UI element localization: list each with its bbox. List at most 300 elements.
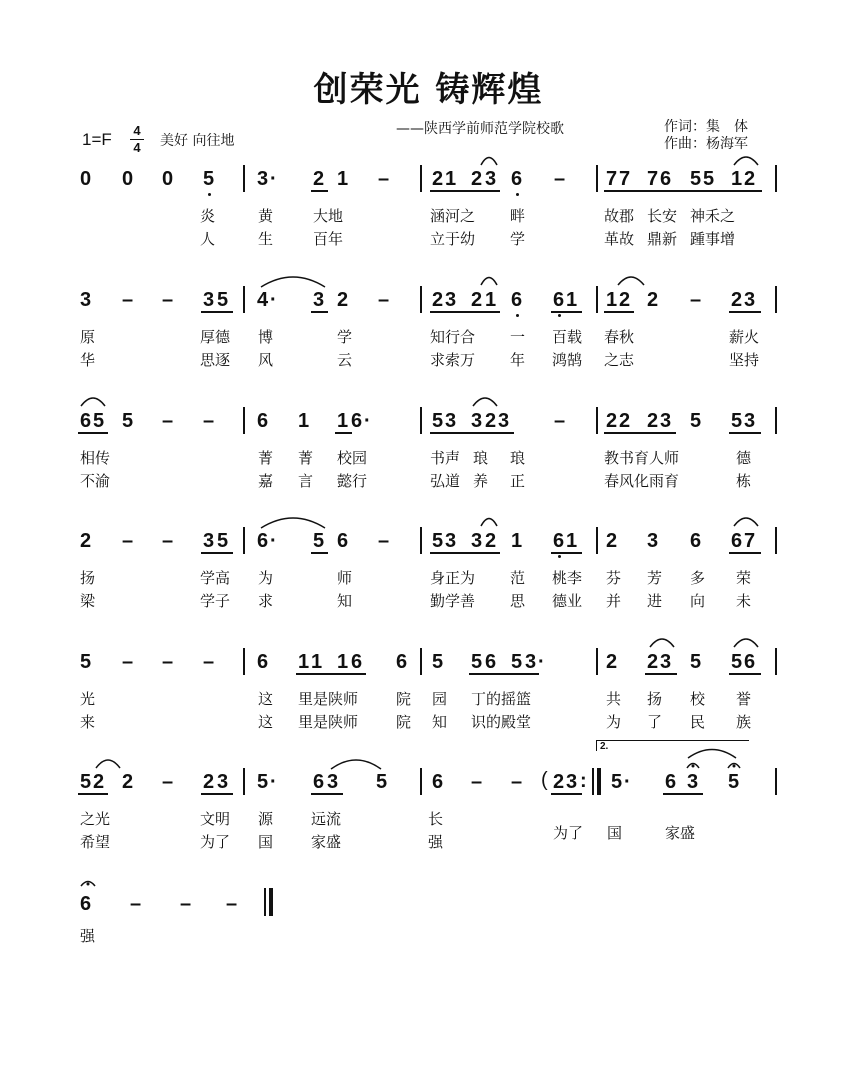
barline [775,768,777,795]
lyric: 畔 [510,207,526,225]
note: 5 [80,771,92,793]
note: 6 [257,530,269,552]
lyric: 知 [432,713,448,731]
note: 6 [80,410,92,432]
slur [480,152,498,166]
note: 3 [203,289,215,311]
lyric: 未 [736,592,752,610]
note: 2 [647,289,659,311]
note-dash: – [378,530,390,552]
lyric: 坚持 [729,351,760,369]
note: 6 [313,771,325,793]
slur [472,393,498,407]
note-dash: – [554,168,566,190]
barline [596,286,598,313]
note: 6 [485,651,497,673]
note: 5 [376,771,388,793]
slur [649,634,675,648]
note: 6 [553,530,565,552]
lyric: 厚德 [200,328,231,346]
lyric: 求 [258,592,274,610]
lyric: 华 [80,351,96,369]
lyric: 这 [258,713,274,731]
note: 6 [660,168,672,190]
note: 3 [687,771,699,793]
lyric: 国 [258,833,274,851]
note: 1 [445,168,457,190]
lyric: 并 [606,592,622,610]
time-signature-bottom: 4 [133,140,141,155]
lyric: 书声 [430,449,461,467]
underline [729,311,761,313]
underline [296,673,366,675]
barline [243,407,245,434]
octave-dot-low [516,193,519,196]
lyric: 人 [200,230,216,248]
slur [617,272,645,286]
note: 6 [351,410,363,432]
lyric: 菁 [298,449,314,467]
fermata-icon [727,759,741,769]
note: 3 [257,168,269,190]
note-dash: – [162,651,174,673]
note: 1 [566,530,578,552]
underline [311,190,328,192]
note-dash: – [378,289,390,311]
note: 7 [606,168,618,190]
lyric: 年 [510,351,526,369]
note: 3 [647,530,659,552]
lyric: 菁 [258,449,274,467]
note-dot: · [270,530,277,552]
lyric: 扬 [80,569,96,587]
note: 2 [432,168,444,190]
note: 6 [432,771,444,793]
note: 3 [744,289,756,311]
lyric: 希望 [80,833,111,851]
note: 5 [432,410,444,432]
slur [80,393,106,407]
note: 1 [337,651,349,673]
underline [604,190,762,192]
time-signature-top: 4 [133,123,141,138]
note: 5 [122,410,134,432]
final-barline [269,888,273,916]
lyric: 琅 [473,449,489,467]
barline [243,165,245,192]
note: 3 [485,168,497,190]
note: 3 [471,530,483,552]
note: 5 [432,651,444,673]
lyric: 国 [607,824,623,842]
note: 6 [731,530,743,552]
lyric: 之志 [604,351,635,369]
lyric: 光 [80,690,96,708]
underline [335,432,352,434]
note: 2 [471,168,483,190]
note: 2 [203,771,215,793]
note: 6 [744,651,756,673]
note: 6 [80,893,92,915]
note-dot: · [624,771,631,793]
tempo-marking: 美好 向往地 [160,133,235,149]
note-dash: – [690,289,702,311]
barline [596,648,598,675]
lyric: 里是陕师 [298,713,359,731]
volta-label: 2. [600,741,609,752]
underline [604,432,676,434]
lyric: 春风化雨育 [604,472,680,490]
note: 1 [337,168,349,190]
note: 5 [257,771,269,793]
lyric: 原 [80,328,96,346]
lyric: 强 [80,927,96,945]
lyric: 源 [258,810,274,828]
note: 6 [665,771,677,793]
note: 2 [606,530,618,552]
lyric: 不渝 [80,472,111,490]
lyric: 涵河之 [430,207,476,225]
note: 6 [511,289,523,311]
lyric: 学 [337,328,353,346]
underline [645,673,677,675]
octave-dot-low [516,314,519,317]
note: 5 [611,771,623,793]
lyric: 家盛 [311,833,342,851]
note-dash: – [162,771,174,793]
lyric: 梁 [80,592,96,610]
lyric: 为了 [200,833,231,851]
underline [729,673,761,675]
note-dash: – [554,410,566,432]
note: 3 [744,410,756,432]
note: 1 [606,289,618,311]
barline [420,286,422,313]
underline [604,311,634,313]
note: 5 [690,651,702,673]
lyric: 身正为 [430,569,476,587]
barline [243,648,245,675]
note: 5 [471,651,483,673]
lyric: 正 [510,472,526,490]
note: 2 [93,771,105,793]
slur [480,513,498,527]
lyric: 薪火 [729,328,760,346]
note-dash: – [162,289,174,311]
lyric: 进 [647,592,663,610]
lyric: 炎 [200,207,216,225]
fermata-icon [80,877,96,887]
lyric: 师 [337,569,353,587]
lyric: 识的殿堂 [471,713,532,731]
lyric: 远流 [311,810,342,828]
lyric: 来 [80,713,96,731]
underline [729,552,761,554]
lyric: 扬 [647,690,663,708]
note: 7 [744,530,756,552]
note: 1 [566,289,578,311]
lyric: 里是陕师 [298,690,359,708]
note: 6 [511,168,523,190]
note: 2 [471,289,483,311]
lyric: 勤学善 [430,592,476,610]
note-dot: · [270,771,277,793]
note: 1 [337,410,349,432]
lyric: 思 [510,592,526,610]
note: 7 [619,168,631,190]
barline [243,768,245,795]
note: 3 [80,289,92,311]
slur [733,634,759,648]
barline [775,527,777,554]
note: 6 [257,410,269,432]
lyricist-credit: 作词：集 体 [664,119,748,135]
barline [596,165,598,192]
lyric: 黄 [258,207,274,225]
slur [687,745,737,759]
lyric: 养 [473,472,489,490]
note-dash: – [122,651,134,673]
lyric: 神禾之 [690,207,736,225]
lyric: 鸿鹄 [552,351,583,369]
underline [430,552,500,554]
underline [201,311,233,313]
note: 5 [93,410,105,432]
lyric: 百年 [313,230,344,248]
note: 5 [731,651,743,673]
barline [243,527,245,554]
lyric: 向 [690,592,706,610]
barline [592,768,594,795]
barline [420,407,422,434]
lyric: 思逐 [200,351,231,369]
note: 5 [217,289,229,311]
slur [330,755,382,770]
lyric: 为了 [553,824,584,842]
note-dash: – [378,168,390,190]
note: 3 [445,410,457,432]
underline [311,311,328,313]
note: 6 [690,530,702,552]
note: 5 [703,168,715,190]
lyric: 一 [510,328,526,346]
lyric: 院 [396,713,412,731]
underline [469,673,539,675]
note: 5 [432,530,444,552]
note: 3 [525,651,537,673]
note: 1 [731,168,743,190]
lyric: 栋 [736,472,752,490]
barline [596,407,598,434]
note-dash: – [203,651,215,673]
note-dot: · [270,168,277,190]
note-dash: – [122,530,134,552]
lyric: 为 [606,713,622,731]
slur [480,272,498,286]
note: 0 [80,168,92,190]
barline-thick [597,768,601,795]
note: 1 [511,530,523,552]
note: 5 [203,168,215,190]
barline [596,527,598,554]
note: 3 [445,530,457,552]
lyric: 鼎新 [647,230,678,248]
lyric: 嘉 [258,472,274,490]
note: 2 [606,651,618,673]
lyric: 立于幼 [430,230,476,248]
lyric: 百载 [552,328,583,346]
note-dash: – [130,893,142,915]
underline [551,311,582,313]
note: 5 [80,651,92,673]
note: 3 [498,410,510,432]
lyric: 生 [258,230,274,248]
note: 1 [311,651,323,673]
lyric: 桃李 [552,569,583,587]
lyric: 民 [690,713,706,731]
note: 4 [257,289,269,311]
octave-dot-low [208,193,211,196]
lyric: 园 [432,690,448,708]
note: 5 [731,410,743,432]
barline [243,286,245,313]
lyric: 之光 [80,810,111,828]
key-signature: 1=F [82,130,112,149]
slur [95,755,121,769]
lyric: 知行合 [430,328,476,346]
underline [201,793,233,795]
note: 6 [351,651,363,673]
note-dash: – [471,771,483,793]
lyric: 求索万 [430,351,476,369]
note: 2 [485,530,497,552]
underline [430,311,500,313]
note-dash: – [511,771,523,793]
lyric: 德 [736,449,752,467]
note: 2 [432,289,444,311]
lyric: 琅 [510,449,526,467]
underline [311,552,328,554]
note-dash: – [203,410,215,432]
note: 3 [313,289,325,311]
note: 0 [122,168,134,190]
slur [260,513,326,529]
note: 5 [690,168,702,190]
note: 2 [619,410,631,432]
note: 3 [471,410,483,432]
lyric: 了 [647,713,663,731]
note: 2 [485,410,497,432]
note-dash: – [122,289,134,311]
lyric: 德业 [552,592,583,610]
note: 6 [337,530,349,552]
note-dot: · [364,410,371,432]
paren-open: ( [541,769,548,791]
lyric: 懿行 [337,472,368,490]
note: 5 [217,530,229,552]
lyric: 长 [428,810,444,828]
underline [430,190,500,192]
lyric: 共 [606,690,622,708]
lyric: 知 [337,592,353,610]
note: 3 [203,530,215,552]
note: 2 [619,289,631,311]
note: 6 [257,651,269,673]
note: 2 [313,168,325,190]
note: 2 [647,651,659,673]
underline [729,432,761,434]
note-dash: – [162,410,174,432]
lyric: 踵事增 [690,230,736,248]
underline [201,552,233,554]
lyric: 芳 [647,569,663,587]
note: 1 [298,651,310,673]
note: 1 [298,410,310,432]
note-dot: · [270,289,277,311]
lyric: 范 [510,569,526,587]
barline [775,286,777,313]
lyric: 革故 [604,230,635,248]
subtitle: ——陕西学前师范学院校歌 [396,121,564,137]
underline [311,793,343,795]
lyric: 长安 [647,207,678,225]
lyric: 为 [258,569,274,587]
lyric: 族 [736,713,752,731]
underline [78,793,108,795]
lyric: 风 [258,351,274,369]
lyric: 学高 [200,569,231,587]
note-dot: · [538,651,545,673]
lyric: 春秋 [604,328,635,346]
note: 0 [162,168,174,190]
barline [775,407,777,434]
octave-dot-low [558,314,561,317]
lyric: 这 [258,690,274,708]
lyric: 弘道 [430,472,461,490]
lyric: 相传 [80,449,111,467]
note: 3 [327,771,339,793]
slur [733,152,759,166]
song-title: 创荣光 铸辉煌 [313,70,544,110]
note: 3 [217,771,229,793]
note: 2 [606,410,618,432]
underline [430,432,514,434]
underline [551,793,582,795]
note: 1 [485,289,497,311]
note: 3 [660,410,672,432]
lyric: 荣 [736,569,752,587]
note: 5 [511,651,523,673]
note: 5 [313,530,325,552]
note: 2 [553,771,565,793]
lyric: 多 [690,569,706,587]
note: 3 [566,771,578,793]
note: 2 [122,771,134,793]
barline [420,768,422,795]
note: 6 [553,289,565,311]
octave-dot-low [558,555,561,558]
barline [420,648,422,675]
note: 2 [80,530,92,552]
lyric: 大地 [313,207,344,225]
note: 3 [445,289,457,311]
barline [775,165,777,192]
lyric: 誉 [736,690,752,708]
lyric: 教书育人师 [604,449,680,467]
slur [733,513,759,527]
underline [551,552,582,554]
barline [420,165,422,192]
